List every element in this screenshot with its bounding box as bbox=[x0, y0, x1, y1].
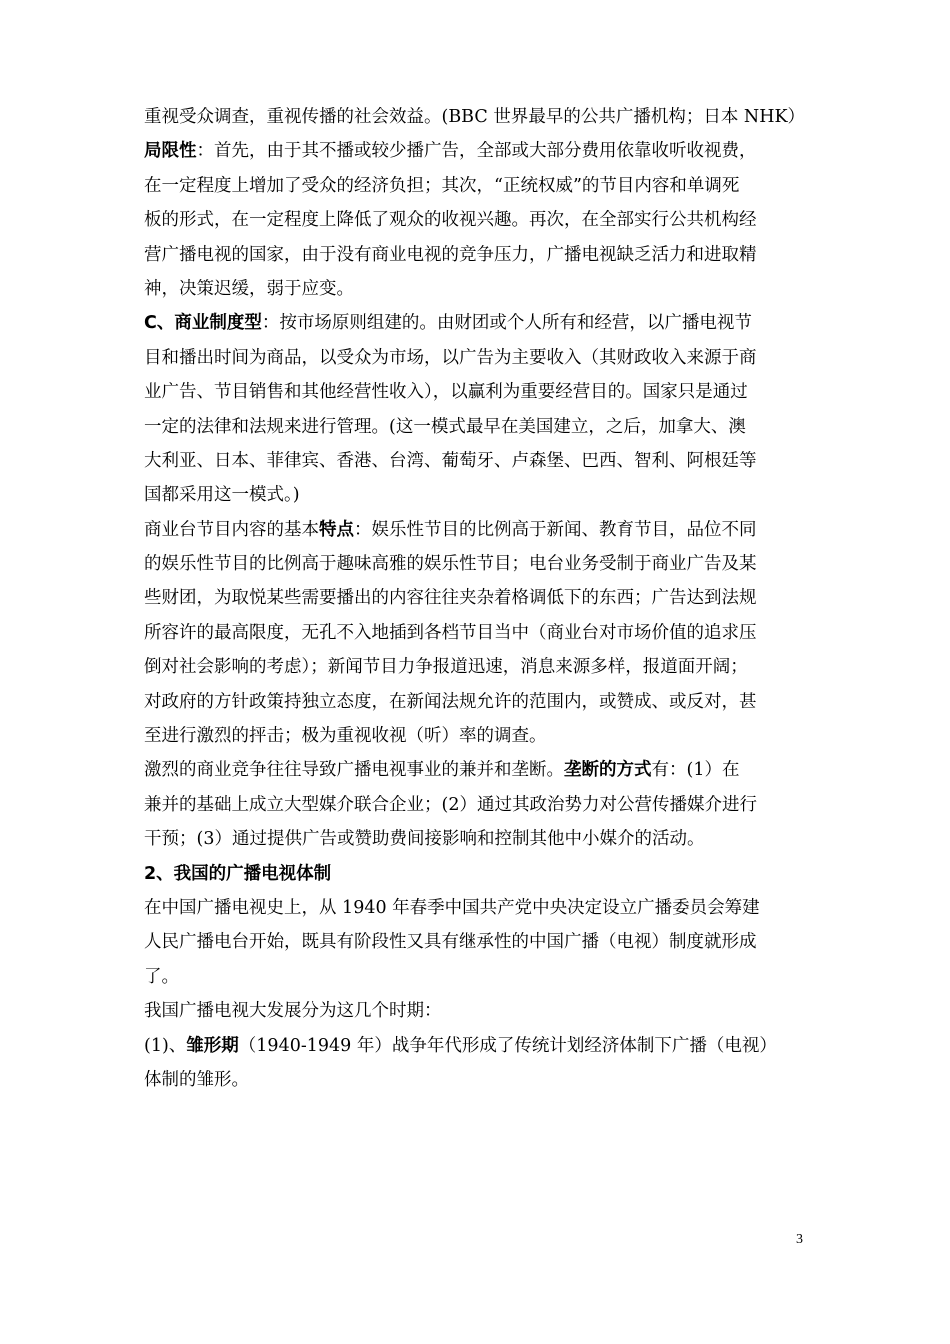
text-line bbox=[144, 341, 816, 375]
text-run: 板的形式，在一定程度上降低了观众的收视兴趣。再次，在全部实行公共机构经 bbox=[144, 210, 757, 231]
bold-run: 垄断的方式 bbox=[564, 760, 652, 781]
text-run: 体制的雏形。 bbox=[144, 1069, 249, 1090]
text-run: 国都采用这一模式。) bbox=[144, 485, 300, 506]
text-line bbox=[144, 891, 816, 925]
text-run: 干预；(3）通过提供广告或赞助费间接影响和控制其他中小媒介的活动。 bbox=[144, 829, 705, 850]
text-line bbox=[144, 685, 816, 719]
text-run: (1)、 bbox=[144, 1035, 187, 1056]
text-line bbox=[144, 1063, 816, 1097]
text-run: 人民广播电台开始，既具有阶段性又具有继承性的中国广播（电视）制度就形成 bbox=[144, 932, 757, 953]
text-run: 重视受众调查，重视传播的社会效益。(BBC 世界最早的公共广播机构；日本 NHK） bbox=[144, 107, 806, 127]
text-run: 些财团，为取悦某些需要播出的内容往往夹杂着格调低下的东西；广告达到法规 bbox=[144, 588, 757, 609]
text-line bbox=[144, 100, 816, 134]
text-run: 倒对社会影响的考虑）；新闻节目力争报道迅速，消息来源多样，报道面开阔； bbox=[144, 657, 748, 678]
text-line bbox=[144, 719, 816, 753]
bold-run: 局限性 bbox=[144, 141, 197, 162]
text-line bbox=[144, 960, 816, 994]
text-run: 激烈的商业竞争往往导致广播电视事业的兼并和垄断。 bbox=[144, 760, 564, 781]
text-line bbox=[144, 513, 816, 547]
text-run: 的娱乐性节目的比例高于趣味高雅的娱乐性节目；电台业务受制于商业广告及某 bbox=[144, 554, 757, 575]
text-line bbox=[144, 822, 816, 856]
bold-run: 特点 bbox=[319, 519, 354, 540]
text-line bbox=[144, 925, 816, 959]
text-run: 对政府的方针政策持独立态度，在新闻法规允许的范围内，或赞成、或反对，甚 bbox=[144, 691, 757, 712]
text-run: 在一定程度上增加了受众的经济负担；其次，“正统权威”的节目内容和单调死 bbox=[144, 175, 740, 196]
page-number: 3 bbox=[796, 1232, 803, 1247]
text-line bbox=[144, 616, 816, 650]
text-run: ：首先，由于其不播或较少播广告，全部或大部分费用依靠收听收视费， bbox=[196, 141, 757, 162]
text-run: 至进行激烈的抨击；极为重视收视（听）率的调查。 bbox=[144, 726, 547, 747]
body-text bbox=[144, 100, 816, 1097]
text-run: 业广告、节目销售和其他经营性收入），以赢利为重要经营目的。国家只是通过 bbox=[144, 382, 748, 403]
text-line bbox=[144, 547, 816, 581]
text-run: 目和播出时间为商品，以受众为市场，以广告为主要收入（其财政收入来源于商 bbox=[144, 347, 757, 368]
text-line bbox=[144, 410, 816, 444]
text-line bbox=[144, 1029, 816, 1063]
text-line bbox=[144, 238, 816, 272]
text-run: 在中国广播电视史上，从 1940 年春季中国共产党中央决定设立广播委员会筹建 bbox=[144, 897, 760, 918]
text-run: 大利亚、日本、菲律宾、香港、台湾、葡萄牙、卢森堡、巴西、智利、阿根廷等 bbox=[144, 450, 757, 471]
bold-run: C、商业制度型 bbox=[144, 313, 262, 334]
text-run: 兼并的基础上成立大型媒介联合企业；(2）通过其政治势力对公营传播媒介进行 bbox=[144, 794, 757, 815]
text-run: 营广播电视的国家，由于没有商业电视的竞争压力，广播电视缺乏活力和进取精 bbox=[144, 244, 757, 265]
text-line bbox=[144, 169, 816, 203]
text-run: 商业台节目内容的基本 bbox=[144, 519, 319, 540]
text-run: 神，决策迟缓，弱于应变。 bbox=[144, 278, 354, 299]
text-run: 有：(1）在 bbox=[651, 760, 740, 781]
text-run: 了。 bbox=[144, 966, 179, 987]
text-line bbox=[144, 306, 816, 340]
text-line bbox=[144, 375, 816, 409]
text-line bbox=[144, 272, 816, 306]
text-line bbox=[144, 478, 816, 512]
text-run: 所容许的最高限度，无孔不入地插到各档节目当中（商业台对市场价值的追求压 bbox=[144, 622, 757, 643]
text-run: 我国广播电视大发展分为这几个时期： bbox=[144, 1001, 442, 1022]
text-run: ：娱乐性节目的比例高于新闻、教育节目，品位不同 bbox=[354, 519, 757, 540]
text-line bbox=[144, 203, 816, 237]
text-line bbox=[144, 857, 816, 891]
text-line bbox=[144, 650, 816, 684]
text-line bbox=[144, 134, 816, 168]
text-run: ：按市场原则组建的。由财团或个人所有和经营，以广播电视节 bbox=[261, 313, 752, 334]
text-run: （1940-1949 年）战争年代形成了传统计划经济体制下广播（电视） bbox=[238, 1035, 777, 1056]
text-line bbox=[144, 753, 816, 787]
text-line bbox=[144, 444, 816, 478]
text-run: 一定的法律和法规来进行管理。(这一模式最早在美国建立，之后，加拿大、澳 bbox=[144, 416, 746, 437]
text-line bbox=[144, 994, 816, 1028]
bold-run: 雏形期 bbox=[186, 1035, 239, 1056]
text-line bbox=[144, 581, 816, 615]
bold-run: 2、我国的广播电视体制 bbox=[144, 863, 332, 884]
text-line bbox=[144, 788, 816, 822]
